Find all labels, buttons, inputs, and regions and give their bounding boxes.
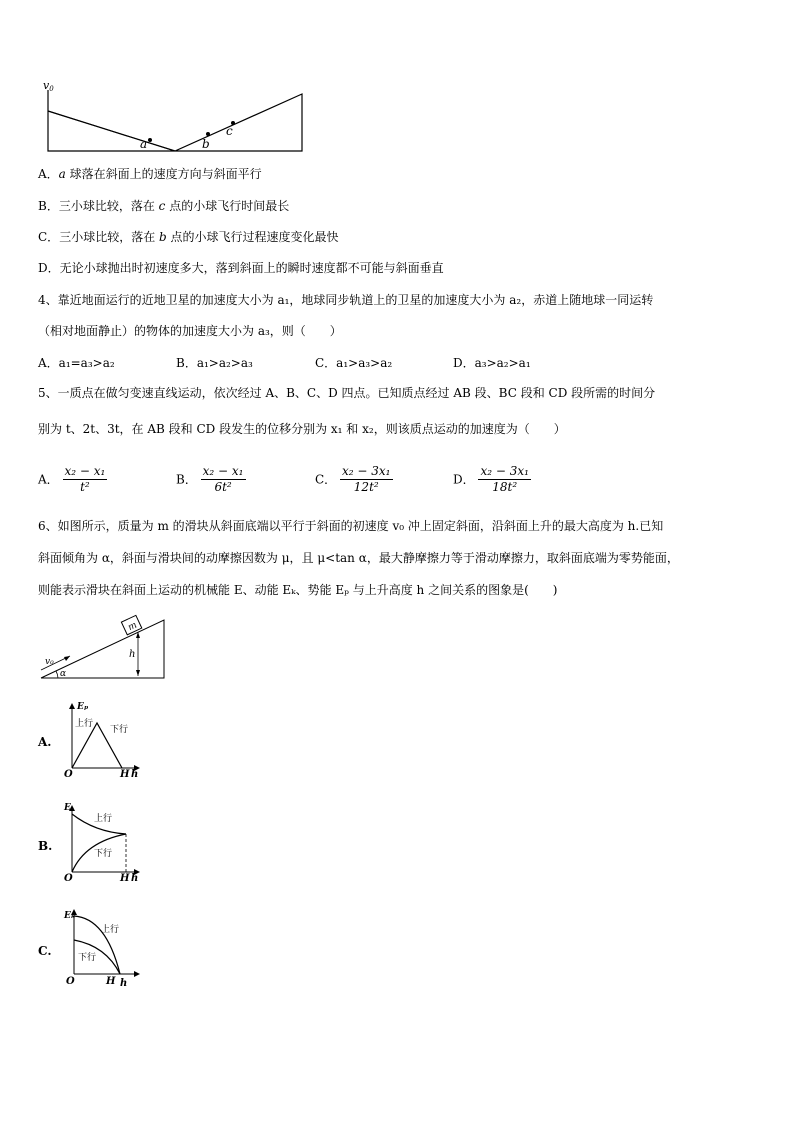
point-b — [206, 132, 210, 136]
q6-option-c-letter: C. — [38, 944, 52, 958]
svg-text:h: h — [131, 873, 139, 884]
inclines-figure — [40, 80, 310, 155]
point-a — [148, 138, 152, 142]
q4-option-d: D．a₃>a₂>a₁ — [453, 356, 531, 370]
svg-text:O: O — [66, 976, 75, 987]
svg-text:v₀: v₀ — [45, 657, 54, 667]
q6-stem-line1: 6、如图所示，质量为 m 的滑块从斜面底端以平行于斜面的初速度 v₀ 冲上固定斜面，沿斜面上升的最大高度为 h.已知 — [38, 519, 664, 533]
svg-text:下行: 下行 — [94, 849, 113, 859]
svg-text:E: E — [64, 803, 71, 813]
svg-text:h: h — [120, 978, 128, 989]
q5-option-c: C． $\frac{\text{x₂ − 3x₁}}{\text{12t²}}$ — [315, 464, 391, 494]
svg-text:下行: 下行 — [110, 725, 129, 735]
svg-text:h: h — [129, 649, 136, 660]
q6-stem-line2: 斜面倾角为 α，斜面与滑块间的动摩擦因数为 μ，且 μ<tan α，最大静摩擦力等于滑动摩擦力，取斜面底端为零势能面， — [38, 551, 679, 565]
q6-stem-line3: 则能表示滑块在斜面上运动的机械能 E、动能 Eₖ、势能 Eₚ 与上升高度 h 之间关系的图象是( ) — [38, 583, 558, 597]
q3-option-c: C．三小球比较，落在 b 点的小球飞行过程速度变化最快 — [38, 230, 339, 244]
svg-text:O: O — [64, 873, 73, 884]
q4-stem-line1: 4、靠近地面运行的近地卫星的加速度大小为 a₁，地球同步轨道上的卫星的加速度大小为 a₂，赤道上随地球一同运转 — [38, 293, 654, 307]
incline-figure — [38, 612, 173, 684]
q5-stem-line1: 5、一质点在做匀变速直线运动，依次经过 A、B、C、D 四点。已知质点经过 AB 段、BC 段和 CD 段所需的时间分 — [38, 386, 656, 400]
svg-text:上行: 上行 — [75, 719, 94, 729]
q3-option-b: B．三小球比较，落在 c 点的小球飞行时间最长 — [38, 199, 290, 213]
q6-option-a-letter: A. — [38, 735, 52, 749]
q3-option-a: A．a 球落在斜面上的速度方向与斜面平行 — [38, 167, 262, 181]
q4-option-b: B．a₁>a₂>a₃ — [176, 356, 253, 370]
svg-text:α: α — [60, 669, 67, 679]
q6-option-b-letter: B. — [38, 839, 53, 853]
svg-text:h: h — [131, 769, 139, 778]
svg-text:下行: 下行 — [78, 953, 97, 963]
svg-text:Eₚ: Eₚ — [77, 702, 89, 712]
q6-graph-c — [60, 904, 145, 990]
svg-text:m: m — [126, 620, 139, 634]
svg-text:Eₖ: Eₖ — [64, 911, 76, 921]
q5-option-b: B． $\frac{\text{x₂ − x₁}}{\text{6t²}}$ — [176, 464, 244, 494]
svg-text:a: a — [140, 137, 148, 151]
svg-text:上行: 上行 — [101, 925, 120, 935]
q6-graph-a — [60, 698, 145, 778]
q5-option-a: A． $\frac{\text{x₂ − x₁}}{\text{t²}}$ — [38, 464, 106, 494]
q4-option-c: C．a₁>a₃>a₂ — [315, 356, 393, 370]
svg-text:H: H — [120, 769, 130, 778]
q5-option-d: D． $\frac{\text{x₂ − 3x₁}}{\text{18t²}}$ — [453, 464, 529, 494]
svg-text:b: b — [202, 137, 210, 151]
q4-stem-line2: （相对地面静止）的物体的加速度大小为 a₃，则（ ） — [38, 324, 342, 338]
svg-text:c: c — [226, 124, 233, 138]
svg-text:H: H — [120, 873, 130, 884]
v0-label: v0 — [43, 80, 54, 93]
q4-option-a: A．a₁=a₃>a₂ — [38, 356, 115, 370]
svg-text:H: H — [106, 976, 116, 987]
q6-graph-b — [60, 800, 145, 884]
svg-text:O: O — [64, 769, 73, 778]
q5-stem-line2: 别为 t、2t、3t，在 AB 段和 CD 段发生的位移分别为 x₁ 和 x₂，则该质点运动的加速度为（ ） — [38, 422, 566, 436]
q3-option-d: D．无论小球抛出时初速度多大，落到斜面上的瞬时速度都不可能与斜面垂直 — [38, 261, 444, 275]
svg-text:上行: 上行 — [94, 814, 113, 824]
